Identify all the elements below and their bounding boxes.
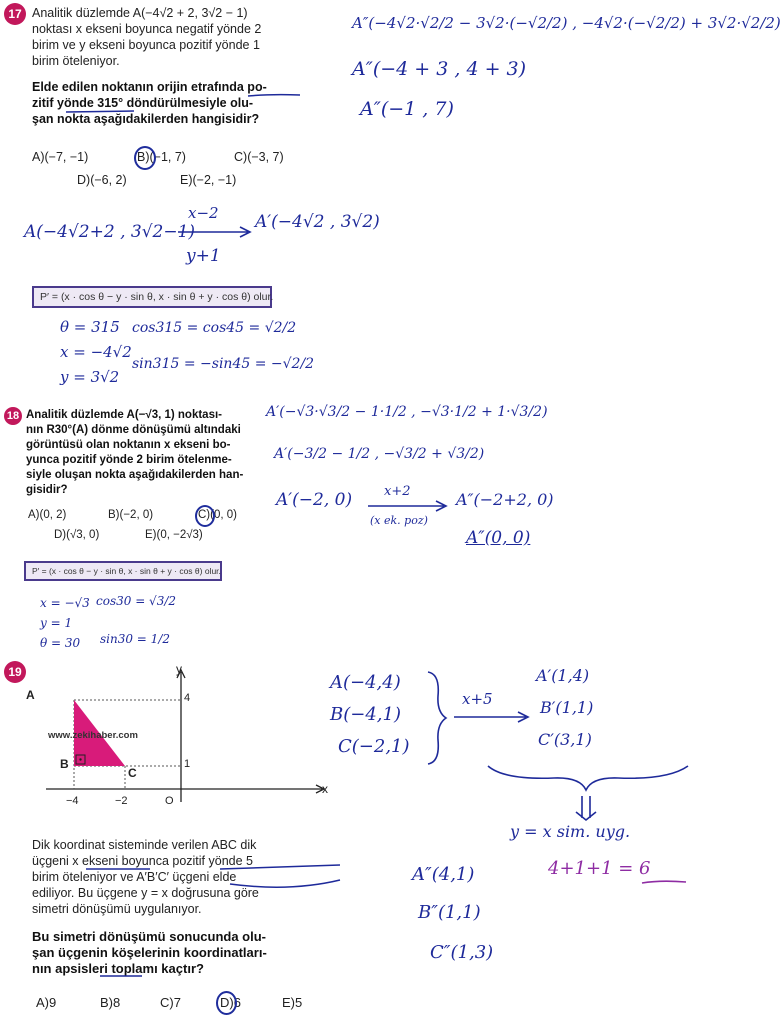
q17-line: noktası x ekseni boyunca negatif yönde 2 <box>32 22 262 36</box>
q19-line: üçgeni x ekseni boyunca pozitif yönde 5 <box>32 854 253 868</box>
q18-arrow-label: x+2 <box>384 484 411 499</box>
q18-work-line: A′(−3/2 − 1/2 , −√3/2 + √3/2) <box>274 446 485 462</box>
q19-underline-marks <box>80 850 360 930</box>
q19-translated-b: B′(1,1) <box>540 698 594 717</box>
q17-selected-answer-circle <box>134 146 156 170</box>
q17-option-a[interactable]: A)(−7, −1) <box>32 150 89 164</box>
q19-point-a: A(−4,4) <box>330 672 401 693</box>
vertex-b-label: B <box>60 757 69 771</box>
q18-given-y: y = 1 <box>40 616 73 630</box>
question-18-text <box>26 408 266 498</box>
q19-reflected-b: B″(1,1) <box>418 902 481 923</box>
q19-option-b[interactable]: B)8 <box>100 995 121 1010</box>
q18-work-line: A′(−√3·√3/2 − 1·1/2 , −√3·1/2 + 1·√3/2) <box>266 404 548 420</box>
question-18-badge: 18 <box>4 407 22 425</box>
q18-option-d[interactable]: D)(√3, 0) <box>54 529 100 541</box>
q17-arrow-icon <box>176 224 256 240</box>
q18-cos-note: cos30 = √3/2 <box>96 594 177 608</box>
x-axis-label: x <box>322 782 328 796</box>
q19-question-line: nın apsisleri toplamı kaçtır? <box>32 961 204 976</box>
q18-work-line: A′(−2, 0) <box>276 490 353 510</box>
q19-question-line: Bu simetri dönüşümü sonucunda olu- <box>32 929 266 944</box>
q17-work-line: A″(−4 + 3 , 4 + 3) <box>352 58 527 80</box>
tick-y-1: 1 <box>184 758 191 770</box>
q19-point-c: C(−2,1) <box>338 736 410 757</box>
question-17-badge: 17 <box>4 3 26 25</box>
q18-option-e[interactable]: E)(0, −2√3) <box>145 529 203 541</box>
q18-line: Analitik düzlemde A(−√3, 1) noktası- <box>26 409 222 421</box>
q17-line: Analitik düzlemde A(−4√2 + 2, 3√2 − 1) <box>32 6 248 20</box>
q17-question-line: zitif yönde 315° döndürülmesiyle olu- <box>32 96 254 110</box>
watermark-text: www.zekihaber.com <box>48 730 138 741</box>
q19-brace-icon <box>424 668 448 768</box>
q18-arrow-label-bottom: (x ek. poz) <box>370 514 428 527</box>
q17-question-line: Elde edilen noktanın orijin etrafında po- <box>32 80 267 94</box>
q18-option-a[interactable]: A)(0, 2) <box>28 509 67 521</box>
q17-option-b[interactable]: B)(−1, 7) <box>137 150 186 164</box>
q17-arrow-label: x−2 <box>188 204 219 222</box>
q19-option-e[interactable]: E)5 <box>282 995 303 1010</box>
q19-point-b: B(−4,1) <box>330 704 401 725</box>
q18-final-answer: A″(0, 0) <box>466 528 531 548</box>
q18-rotation-formula-box: P′ = (x · cos θ − y · sin θ, x · sin θ + y · cos θ) olur. <box>24 561 222 581</box>
q17-given-x: x = −4√2 <box>60 343 132 361</box>
q17-translation-result: A′(−4√2 , 3√2) <box>255 212 380 232</box>
q19-line: Dik koordinat sisteminde verilen ABC dik <box>32 838 257 852</box>
q18-option-c[interactable]: C)(0, 0) <box>198 509 237 521</box>
q19-option-c[interactable]: C)7 <box>160 995 181 1010</box>
q19-option-a[interactable]: A)9 <box>36 995 57 1010</box>
vertex-c-label: C <box>128 766 137 780</box>
q19-reflected-c: C″(1,3) <box>430 942 494 963</box>
q18-option-b[interactable]: B)(−2, 0) <box>108 509 154 521</box>
q17-given-y: y = 3√2 <box>60 368 120 386</box>
q18-arrow-icon <box>366 499 452 513</box>
q19-selected-answer-circle <box>216 991 237 1015</box>
q17-given-theta: θ = 315 <box>60 318 120 336</box>
q17-cos-note: cos315 = cos45 = √2/2 <box>132 320 297 336</box>
q17-question-line: şan nokta aşağıdakilerden hangisidir? <box>32 112 260 126</box>
q18-given-theta: θ = 30 <box>40 636 81 650</box>
q19-question-line: şan üçgenin köşelerinin koordinatları- <box>32 945 267 960</box>
q17-work-line: A″(−1 , 7) <box>360 98 454 120</box>
q18-arrow-result: A″(−2+2, 0) <box>456 490 554 509</box>
q18-line: yunca pozitif yönde 2 birim ötelenme- <box>26 454 232 466</box>
origin-label: O <box>165 795 174 807</box>
q19-line: birim öteleniyor ve A′B′C′ üçgeni elde <box>32 870 237 884</box>
q17-line: birim ve y ekseni boyunca pozitif yönde 1 <box>32 38 260 52</box>
q18-line: nın R30°(A) dönme dönüşümü altındaki <box>26 424 241 436</box>
q19-symmetry-note: y = x sim. uyg. <box>510 822 631 841</box>
question-19-badge: 19 <box>4 661 26 683</box>
q18-line: siyle oluşan nokta aşağıdakilerden han- <box>26 469 244 481</box>
q19-translated-a: A′(1,4) <box>536 666 590 685</box>
q17-sin-note: sin315 = −sin45 = −√2/2 <box>132 356 315 372</box>
q19-sum-underline <box>640 878 690 888</box>
q17-rotation-formula-box: P′ = (x · cos θ − y · sin θ, x · sin θ + y · cos θ) olur. <box>32 286 272 308</box>
y-axis-label: y <box>176 662 182 676</box>
q18-line: görüntüsü olan noktanın x ekseni bo- <box>26 439 231 451</box>
q17-translation-start: A(−4√2+2 , 3√2−1) <box>24 222 196 242</box>
q19-reflected-a: A″(4,1) <box>412 864 475 885</box>
q19-under-brace-icon <box>484 762 694 822</box>
q17-option-e[interactable]: E)(−2, −1) <box>180 173 237 187</box>
vertex-a-label: A <box>26 688 35 702</box>
tick-x-minus4: −4 <box>66 795 79 807</box>
q17-work-line: A″(−4√2·√2/2 − 3√2·(−√2/2) , −4√2·(−√2/2) + 3√2·√2/2) <box>352 14 781 32</box>
q19-arrow-icon <box>452 710 534 724</box>
q17-line: birim öteleniyor. <box>32 54 120 68</box>
q17-option-d[interactable]: D)(−6, 2) <box>77 173 127 187</box>
tick-y-4: 4 <box>184 692 191 704</box>
tick-x-minus2: −2 <box>115 795 128 807</box>
q17-arrow-label-bottom: y+1 <box>186 246 221 266</box>
q18-sin-note: sin30 = 1/2 <box>100 632 170 646</box>
q18-given-x: x = −√3 <box>40 596 90 610</box>
q18-line: gisidir? <box>26 484 68 496</box>
q18-selected-answer-circle <box>195 505 215 527</box>
q17-option-c[interactable]: C)(−3, 7) <box>234 150 284 164</box>
q17-underline-marks <box>30 88 310 118</box>
q19-line: simetri dönüşümü uygulanıyor. <box>32 902 202 916</box>
q19-line: ediliyor. Bu üçgene y = x doğrusuna göre <box>32 886 259 900</box>
q19-translated-c: C′(3,1) <box>538 730 592 749</box>
q19-arrow-label: x+5 <box>462 690 493 708</box>
q19-option-d[interactable]: D)6 <box>220 995 241 1010</box>
q19-sum-note: 4+1+1 = 6 <box>548 858 651 879</box>
